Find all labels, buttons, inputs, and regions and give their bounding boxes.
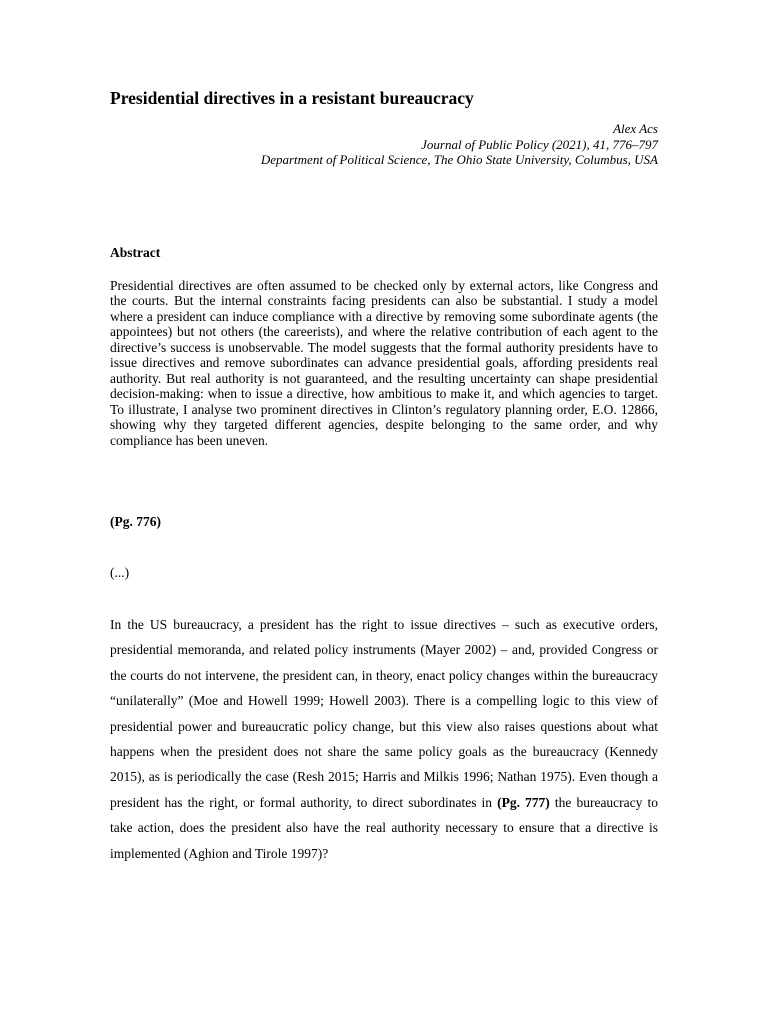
body-paragraph — [110, 612, 658, 866]
body-text-part-2: the bureaucracy to take action, does the president also have the real authority necessary to ensure that a directive is implemented (Aghion and Tirole 1997)? — [110, 794, 658, 861]
document-title: Presidential directives in a resistant bureaucracy — [110, 88, 474, 108]
omission-marker: (...) — [110, 565, 130, 580]
abstract-heading: Abstract — [110, 245, 161, 260]
inline-page-marker: (Pg. 777) — [497, 794, 550, 810]
journal-citation: Journal of Public Policy (2021), 41, 776–797 — [421, 136, 658, 152]
page-marker: (Pg. 776) — [110, 514, 161, 529]
author-name: Alex Acs — [613, 121, 658, 136]
abstract-text: Presidential directives are often assumed to be checked only by external actors, like Congress and the courts. But the internal constraints facing presidents can also be substantial. I study a model where a president can induce compliance with a directive by removing some subordinate agents (the appointees) but not others (the careerists), and where the relative contribution of each agent to the directive’s success is unobservable. The model suggests that the formal authority presidents have to issue directives and remove subordinates can advance presidential goals, affording presidents real authority. But real authority is not guaranteed, and the resulting uncertainty can shape presidential decision-making: when to issue a directive, how ambitious to make it, and which agencies to target. To illustrate, I analyse two prominent directives in Clinton’s regulatory planning order, E.O. 12866, showing why they targeted different agencies, despite belonging to the same order, and why compliance has been uneven. — [110, 278, 658, 448]
document-page — [110, 0, 658, 1024]
author-affiliation: Department of Political Science, The Ohio State University, Columbus, USA — [260, 152, 658, 167]
body-text-part-1: In the US bureaucracy, a president has the right to issue directives – such as executive orders, presidential memoranda, and related policy instruments (Mayer 2002) – and, provided Congress or the courts do not intervene, the president can, in theory, enact policy changes within the bureaucracy “unilaterally” (Moe and Howell 1999; Howell 2003). There is a compelling logic to this view of presidential power and bureaucratic policy change, but this view also raises questions about what happens when the president does not share the same policy goals as the bureaucracy (Kennedy 2015), as is periodically the case (Resh 2015; Harris and Milkis 1996; Nathan 1975). Even though a president has the right, or formal authority, to direct subordinates in — [110, 617, 658, 810]
author-block — [261, 121, 658, 168]
